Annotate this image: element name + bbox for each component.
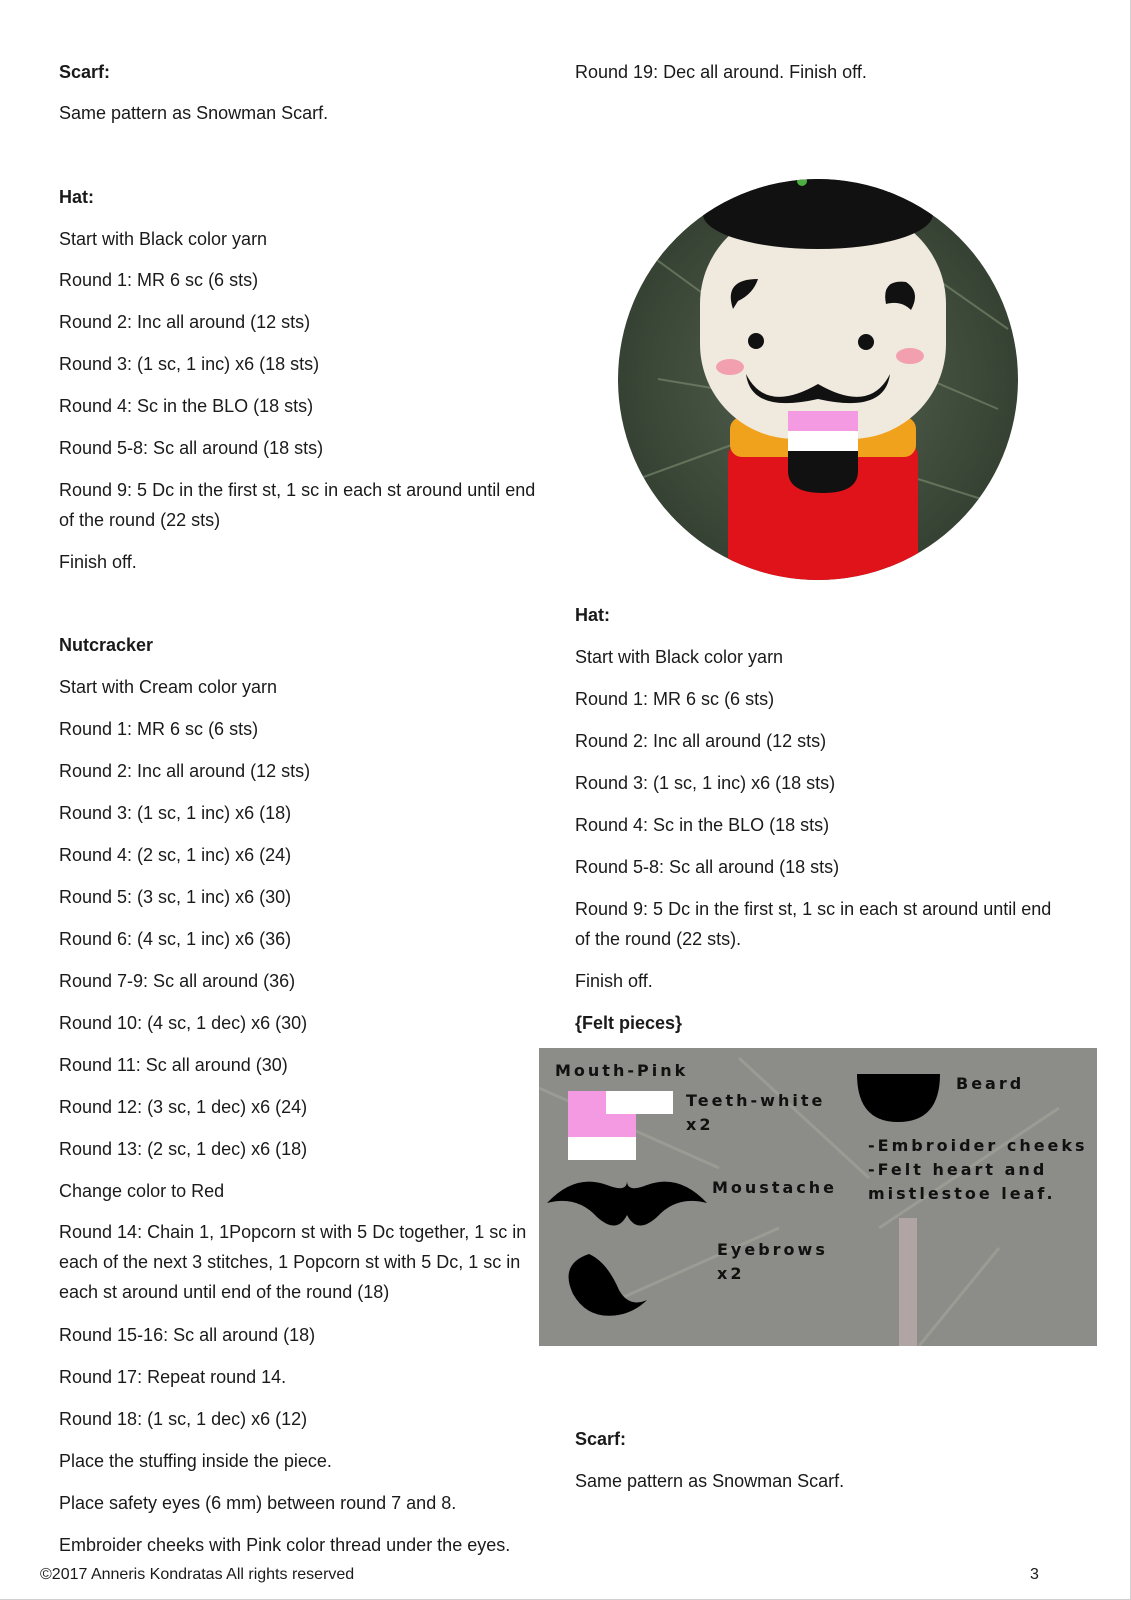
nutcracker-line: Place the stuffing inside the piece. [59,1451,332,1471]
hat-heading: Hat: [59,187,94,207]
eyebrows-label: Eyebrows [717,1240,828,1259]
nutcracker-line: Round 1: MR 6 sc (6 sts) [59,719,259,739]
nutcracker-line: Round 13: (2 sc, 1 dec) x6 (18) [59,1139,308,1159]
footer-copyright: ©2017 Anneris Kondratas All rights reserved [40,1566,355,1583]
hat-line: Round 9: 5 Dc in the first st, 1 sc in each st around until end of the round (22 sts). [575,899,1052,949]
hat-line: Round 3: (1 sc, 1 inc) x6 (18 sts) [59,354,320,374]
nutcracker-line: Round 2: Inc all around (12 sts) [59,761,311,781]
nutcracker-line: Round 5: (3 sc, 1 inc) x6 (30) [59,887,292,907]
felt-pieces-image [539,1048,1097,1346]
nutcracker-line: Start with Cream color yarn [59,677,278,697]
teeth-count: x2 [686,1115,714,1134]
felt-pieces-heading: {Felt pieces} [575,1013,683,1033]
hat-line: Round 2: Inc all around (12 sts) [575,731,827,751]
scarf-text: Same pattern as Snowman Scarf. [59,103,329,123]
scarf-text: Same pattern as Snowman Scarf. [575,1471,845,1491]
hat-line: Round 5-8: Sc all around (18 sts) [575,857,840,877]
eyebrows-count: x2 [717,1264,745,1283]
nutcracker-line: Round 6: (4 sc, 1 inc) x6 (36) [59,929,292,949]
hat-line: Round 2: Inc all around (12 sts) [59,312,311,332]
nutcracker-line: Embroider cheeks with Pink color thread under the eyes. [59,1535,511,1555]
nutcracker-line: Round 4: (2 sc, 1 inc) x6 (24) [59,845,292,865]
hat-line: Finish off. [59,552,137,572]
scarf-heading: Scarf: [575,1429,627,1449]
nutcracker-photo [618,179,1018,580]
hat-heading: Hat: [575,605,610,625]
hat-line: Start with Black color yarn [59,229,268,249]
hat-line: Finish off. [575,971,653,991]
nutcracker-heading: Nutcracker [59,635,154,655]
nutcracker-line: Round 7-9: Sc all around (36) [59,971,296,991]
nutcracker-line: Round 17: Repeat round 14. [59,1367,287,1387]
hat-line: Round 1: MR 6 sc (6 sts) [59,270,259,290]
nutcracker-line: Round 3: (1 sc, 1 inc) x6 (18) [59,803,292,823]
nutcracker-illustration [618,179,1018,580]
nutcracker-line: Round 12: (3 sc, 1 dec) x6 (24) [59,1097,308,1117]
nutcracker-line: Round 11: Sc all around (30) [59,1055,288,1075]
hat-line: Start with Black color yarn [575,647,784,667]
teeth-felt-piece [568,1137,636,1160]
nutcracker-line: Round 10: (4 sc, 1 dec) x6 (30) [59,1013,308,1033]
note-line: mistlestoe leaf. [868,1184,1056,1203]
hat-line: Round 4: Sc in the BLO (18 sts) [575,815,830,835]
hat-line: Round 5-8: Sc all around (18 sts) [59,438,324,458]
nutcracker-line: Round 15-16: Sc all around (18) [59,1325,316,1345]
hat-line: Round 1: MR 6 sc (6 sts) [575,689,775,709]
note-line: -Felt heart and [868,1160,1048,1179]
hat-line: Round 3: (1 sc, 1 inc) x6 (18 sts) [575,773,836,793]
scarf-heading: Scarf: [59,62,111,82]
nutcracker-line: Round 18: (1 sc, 1 dec) x6 (12) [59,1409,308,1429]
hat-line: Round 9: 5 Dc in the first st, 1 sc in each st around until end of the round (22 sts) [59,480,536,530]
mouth-label: Mouth-Pink [555,1061,689,1080]
teeth-felt-piece [606,1091,673,1114]
nutcracker-line: Round 14: Chain 1, 1Popcorn st with 5 Dc together, 1 sc in each of the next 3 stitches, 1 Popcorn st with 5 Dc, 1 sc in each st around until end of the round (18) [59,1222,527,1302]
round19-text: Round 19: Dec all around. Finish off. [575,62,867,82]
hat-line: Round 4: Sc in the BLO (18 sts) [59,396,314,416]
teeth-label: Teeth-white [686,1091,826,1110]
nutcracker-line: Place safety eyes (6 mm) between round 7 and 8. [59,1493,457,1513]
page-number: 3 [1030,1566,1039,1583]
beard-label: Beard [956,1074,1025,1093]
nutcracker-line: Change color to Red [59,1181,225,1201]
moustache-label: Moustache [712,1178,837,1197]
note-line: -Embroider cheeks [868,1136,1088,1155]
